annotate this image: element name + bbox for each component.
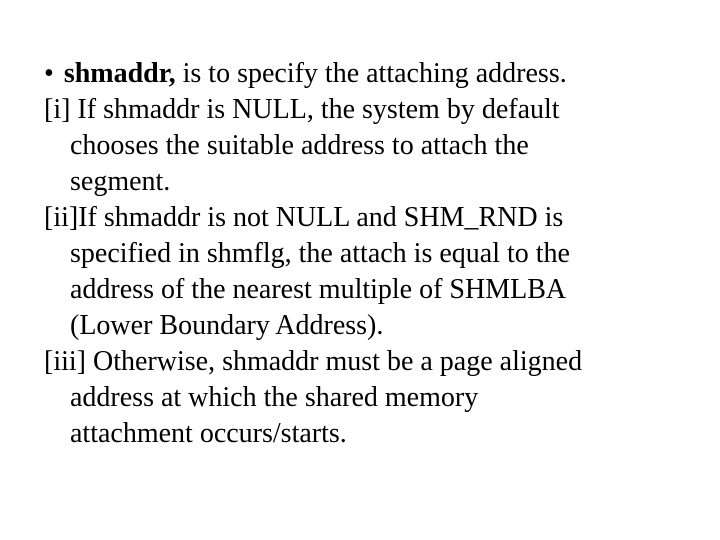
slide-body <box>44 56 704 452</box>
list-item-i <box>44 92 704 200</box>
bullet-marker: • <box>44 58 54 89</box>
list-item-ii-line-2: specified in shmflg, the attach is equal to the <box>70 238 570 269</box>
list-item-ii-line-4: (Lower Boundary Address). <box>70 310 384 341</box>
list-item-ii-line-1: [ii]If shmaddr is not NULL and SHM_RND is <box>44 202 564 233</box>
bullet-term: shmaddr, <box>63 58 176 89</box>
list-item-ii <box>44 200 704 344</box>
bullet-text: is to specify the attaching address. <box>175 58 567 89</box>
list-item-iii-line-1: [iii] Otherwise, shmaddr must be a page aligned <box>44 346 583 377</box>
list-item-ii-line-3: address of the nearest multiple of SHMLBA <box>70 274 567 305</box>
list-item-i-line-1: [i] If shmaddr is NULL, the system by default <box>44 94 560 125</box>
list-item-iii <box>44 344 704 452</box>
list-item-i-line-2: chooses the suitable address to attach the <box>70 130 529 161</box>
bullet-line <box>44 56 704 92</box>
list-item-iii-line-2: address at which the shared memory <box>70 382 479 413</box>
list-item-i-line-3: segment. <box>70 166 171 197</box>
list-item-iii-line-3: attachment occurs/starts. <box>70 418 347 449</box>
